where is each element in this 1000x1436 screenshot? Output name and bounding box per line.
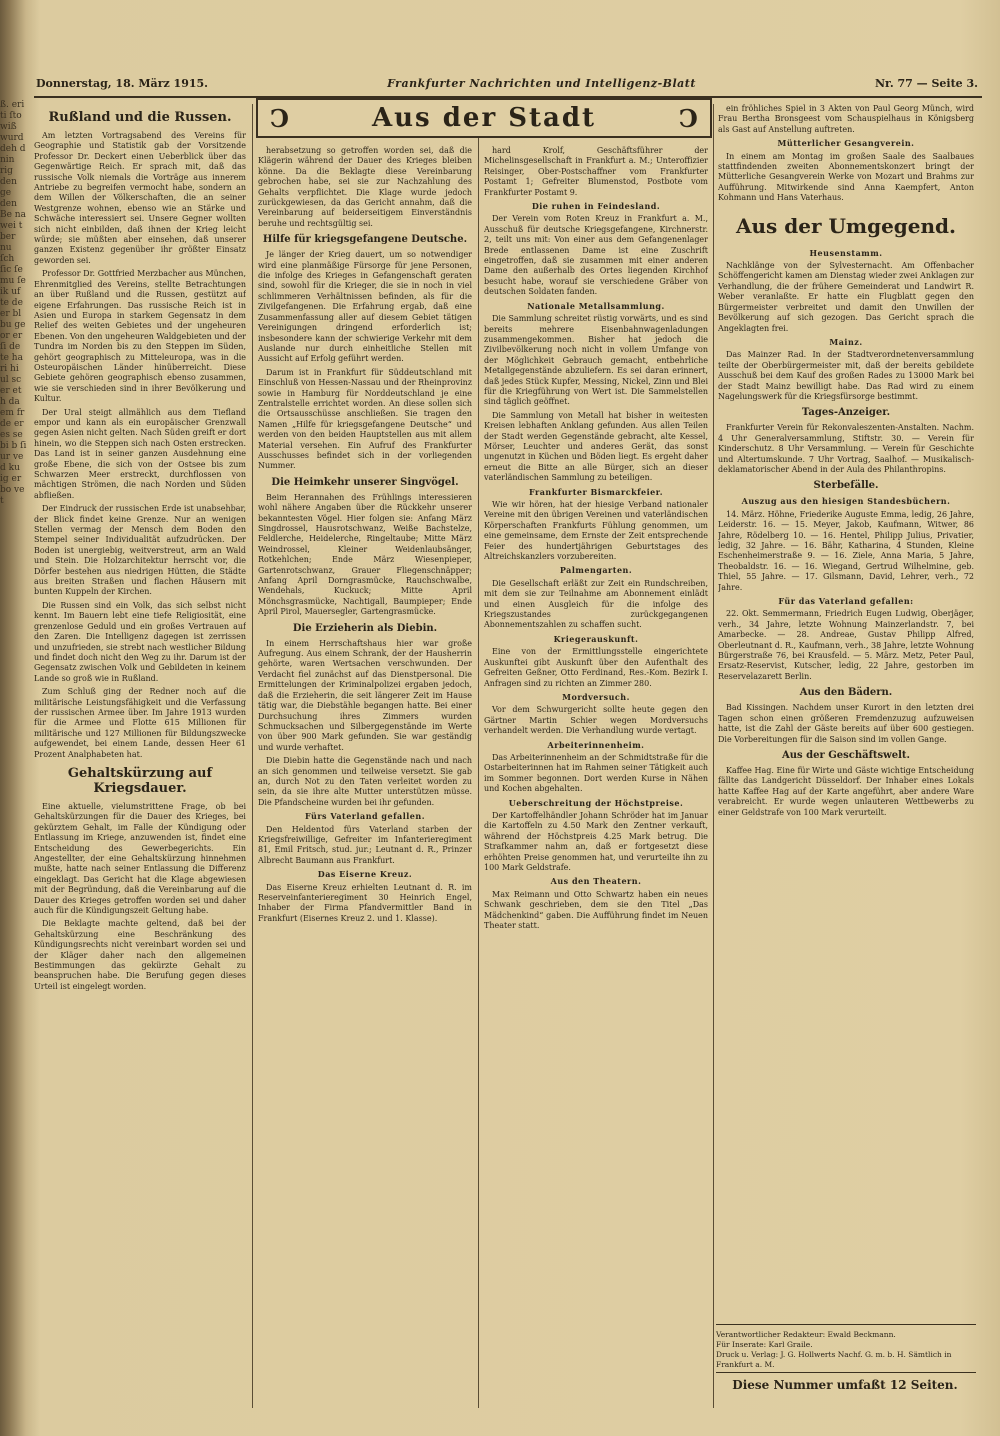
article-subhead: Frankfurter Bismarckfeier. <box>528 486 664 497</box>
article-paragraph: Darum ist in Frankfurt für Süddeutschland mit Einschluß von Hessen-Nassau und der Rheinprovinz sowie in Hamburg für Norddeutschland je eine Zentralstelle errichtet worden. An diese sollen sich die Ortsausschüsse anschließen. Sie tragen den Namen „Hilfe für kriegsgefangene Deutsche“ und werden von den beiden Hauptstellen aus mit allem Material versehen. Ein Aufruf des Frankfurter Ausschusses befindet sich in der vorliegenden Nummer. <box>258 367 472 471</box>
article-paragraph: hard Krolf, Geschäftsführer der Michelinsgesellschaft in Frankfurt a. M.; Unteroffizier Reisinger, Ober-Postschaffner vom Frankfurter Postamt 1; Gefreiter Blumenstod, Postbote vom Frankfurter Postamt 9. <box>484 146 708 197</box>
column-divider <box>713 104 714 1408</box>
imprint-rule <box>716 1324 976 1325</box>
article-paragraph: Die Russen sind ein Volk, das sich selbst nicht kennt. Im Bauern lebt eine tiefe Religiosität, eine grenzenlose Geduld und ein großes Vertrauen auf den Zaren. Die Intelligenz dagegen ist zerrissen und unzufrieden, sie strebt nach westlicher Bildung und findet doch nicht den Weg zu ihr. Darum ist der Gegensatz zwischen Volk und Gebildeten in keinem Lande so groß wie in Rußland. <box>34 600 246 683</box>
column-divider <box>478 104 479 1408</box>
article-paragraph: Wie wir hören, hat der hiesige Verband nationaler Vereine mit den übrigen Vereinen und vaterländischen Körperschaften Frankfurts Fühlung genommen, um eine gemeinsame, dem Ernste der Zeit entsprechende Feier des hundertjährigen Geburtstages des Altreichskanzlers vorzubereiten. <box>484 500 708 562</box>
article-headline: Die Heimkehr unserer Singvögel. <box>271 476 459 488</box>
article-paragraph: Der Ural steigt allmählich aus dem Tiefland empor und kann als ein europäischer Grenzwall gegen Asien nicht gelten. Nach Süden greift er dort hinein, wo die Steppen sich nach Osten erstrecken. Das Land ist in seiner ganzen Ausdehnung eine große Ebene, die sich von der Ostsee bis zum Schwarzen Meer erstreckt, durchflossen von mächtigen Strömen, die nach Norden und Süden abfließen. <box>34 407 246 500</box>
issue-date: Donnerstag, 18. März 1915. <box>36 76 209 90</box>
article-paragraph: In einem Herrschaftshaus hier war große Aufregung. Aus einem Schrank, der der Hausherrin gehörte, waren Wertsachen verschwunden. Der Verdacht fiel zunächst auf das Dienstpersonal. Die Ermittelungen der Kriminalpolizei ergaben jedoch, daß die Erzieherin, die seit längerer Zeit im Hause tätig war, die Diebstähle begangen hatte. Bei einer Durchsuchung ihres Zimmers wurden Schmucksachen und Silbergegenstände im Werte von über 900 Mark gefunden. Sie war geständig und wurde verhaftet. <box>258 638 472 752</box>
article-paragraph: Kaffee Hag. Eine für Wirte und Gäste wichtige Entscheidung fällte das Landgericht Düsseldorf. Der Inhaber eines Lokals hatte Kaffee Hag auf der Karte angeführt, aber andere Ware verabreicht. Er wurde wegen unlauteren Wettbewerbs zu einer Geldstrafe von 100 Mark verurteilt. <box>718 765 974 817</box>
page-count-note: Diese Nummer umfaßt 12 Seiten. <box>732 1378 958 1392</box>
article-paragraph: Das Eiserne Kreuz erhielten Leutnant d. R. im Reserveinfanterieregiment 30 Heinrich Engel, Inhaber der Firma Pfandvermittler Band in Frankfurt (Eisernes Kreuz 2. und 1. Klasse). <box>258 882 472 923</box>
article-subhead: Mütterlicher Gesangverein. <box>777 138 915 149</box>
section-headline: Sterbefälle. <box>813 480 879 492</box>
article-paragraph: Je länger der Krieg dauert, um so notwendiger wird eine planmäßige Fürsorge für jene Personen, die infolge des Krieges in Gefangenschaft geraten sind, sowohl für die Krieger, die sie in noch in viel schlimmeren Verhältnissen befinden, als für die Zivilgefangenen. Die Erfahrung ergab, daß eine Zusammenfassung aller auf diesem Gebiet tätigen Vereinigungen dringend erforderlich ist; insbesondere kann der schwierige Verkehr mit dem Auslande nur durch einheitliche Stellen mit Aussicht auf Erfolg geführt werden. <box>258 250 472 364</box>
article-paragraph: Max Reimann und Otto Schwartz haben ein neues Schwank geschrieben, dem sie den Titel „Das Mädchenkind“ gaben. Die Aufführung findet im Neuen Theater statt. <box>484 889 708 931</box>
article-paragraph: Die Sammlung schreitet rüstig vorwärts, und es sind bereits mehrere Eisenbahnwagenladungen zusammengekommen. Bisher hat jedoch die Zivilbevölkerung noch nicht in vollem Umfange von der Möglichkeit Gebrauch gemacht, entbehrliche Metallgegenstände abzuliefern. Es sei daran erinnert, daß jedes Stück Kupfer, Messing, Nickel, Zinn und Blei für die Kriegführung von Wert ist. Die Sammelstellen sind täglich geöffnet. <box>484 314 708 407</box>
running-head <box>36 72 978 94</box>
article-subhead: Nationale Metallsammlung. <box>527 300 665 311</box>
newspaper-title: Frankfurter Nachrichten und Intelligenz-Blatt <box>387 76 696 90</box>
article-subhead: Kriegerauskunft. <box>553 633 639 644</box>
article-paragraph: Den Heldentod fürs Vaterland starben der Kriegsfreiwillige, Gefreiter im Infanterieregiment 81, Emil Fritsch, stud. jur.; Leutnant d. R., Prinzer Albrecht Baumann aus Frankfurt. <box>258 824 472 865</box>
article-paragraph: Das Mainzer Rad. In der Stadtverordnetenversammlung teilte der Oberbürgermeister mit, daß der bereits gebildete Ausschuß bei dem Kauf des großen Rades zu 13000 Mark bei der Stadt Mainz bewilligt habe. Das Rad wird zu einem Nagelungswerk für die Kriegsfürsorge bestimmt. <box>718 350 974 401</box>
article-subhead: Für das Vaterland gefallen: <box>778 596 914 607</box>
ornament-left-icon: Ↄ <box>270 103 290 133</box>
ornament-right-icon: Ↄ <box>678 103 698 133</box>
article-paragraph: Beim Herannahen des Frühlings interessieren wohl nähere Angaben über die Rückkehr unserer bekanntesten Vögel. Hier folgen sie: Anfang März Singdrossel, Hausrotschwanz, Weiße Bachstelze, Feldlerche, Heidelerche, Ringeltaube; Mitte März Weindrossel, Kleiner Weidenlaubsänger, Rotkehlchen; Ende März Wiesenpieper, Gartenrotschwanz, Grauer Fliegenschnäpper; Anfang April Dorngrasmücke, Rauchschwalbe, Wendehals, Kuckuck; Mitte April Mönchsgrasmücke, Nachtigall, Baumpieper; Ende April Pirol, Mauersegler, Gartengrasmücke. <box>258 492 472 617</box>
article-paragraph: Am letzten Vortragsabend des Vereins für Geographie und Statistik gab der Vorsitzende Professor Dr. Deckert einen Ueberblick über das Gegenwärtige Reich. Er sprach mit, daß das russische Volk niemals die Vorträge aus innerem Antriebe zu begreifen vermocht habe, sondern an dem Willen der Völkerschaften, die an seiner Westgrenze wohnen, ebenso wie an Stärke und Schwäche interessiert sei. Unsere Gegner wollten sich nicht einbilden, daß ihnen der Krieg leicht würde; sie müßten aber einsehen, daß unserer ganzen Existenz gegenüber ihr größter Einsatz geworden sei. <box>34 131 246 265</box>
article-paragraph: Nachklänge von der Sylvesternacht. Am Offenbacher Schöffengericht kamen am Dienstag wieder zwei Anklagen zur Verhandlung, die der frühere Gemeinderat und Landwirt R. Weber veranlaßte. Er hatte ein Flugblatt gegen den Bürgermeister verbreitet und damit den Unwillen der Bevölkerung auf sich gezogen. Das Gericht sprach die Angeklagten frei. <box>718 261 974 333</box>
section-headline: Aus den Bädern. <box>799 687 893 699</box>
article-paragraph: Eine von der Ermittlungsstelle eingerichtete Auskunftei gibt Auskunft über den Aufenthalt des Gefreiten Geßner, Otto Ferdinand, Res.-Kom. Bezirk I. Anfragen sind zu richten an Zimmer 280. <box>484 647 708 688</box>
article-paragraph: Der Eindruck der russischen Erde ist unabsehbar, der Blick findet keine Grenze. Nur an wenigen Stellen vermag der Mensch dem Boden den Stempel seiner Individualität aufzudrücken. Der Boden ist unergiebig, weitverstreut, arm an Wald und Stein. Die Holzarchitektur herrscht vor, die Dörfer bestehen aus niedrigen Hütten, die Städte aus breiten Straßen und flachen Häusern mit bunten Kuppeln der Kirchen. <box>34 504 246 597</box>
article-paragraph: Bad Kissingen. Nachdem unser Kurort in den letzten drei Tagen schon einen größeren Fremdenzuzug aufzuweisen hatte, ist die Zahl der Gäste bereits auf über 600 gestiegen. Die Vorbereitungen für die Saison sind im vollen Gange. <box>718 703 974 744</box>
article-paragraph: Der Verein vom Roten Kreuz in Frankfurt a. M., Ausschuß für deutsche Kriegsgefangene, Kirchnerstr. 2, teilt uns mit: Von einer aus dem Gefangenenlager Brede entlassenen Dame ist eine Zuschrift eingetroffen, daß sie zusammen mit einer anderen Dame den außerhalb des Ortes liegenden Kirchhof besucht habe, worauf sie verschiedene Gräber von deutschen Soldaten fanden. <box>484 214 708 297</box>
section-headline: Aus der Geschäftswelt. <box>781 749 911 761</box>
article-subhead: Arbeiterinnenheim. <box>547 739 645 750</box>
article-subhead: Das Eiserne Kreuz. <box>317 869 413 880</box>
article-subhead: Fürs Vaterland gefallen. <box>304 811 425 822</box>
article-paragraph: Die Beklagte machte geltend, daß bei der Gehaltskürzung eine Beschränkung des Kündigungsrechts nicht vereinbart worden sei und der Kläger daher nach den allgemeinen Bestimmungen das gekürzte Gehalt zu beanspruchen habe. Die Berufung gegen dieses Urteil ist eingelegt worden. <box>34 919 246 991</box>
imprint-editor: Verantwortlicher Redakteur: Ewald Beckmann. <box>716 1330 896 1339</box>
column-2 <box>258 146 472 1408</box>
article-paragraph: Die Diebin hatte die Gegenstände nach und nach an sich genommen und teilweise versetzt. Sie gab an, durch Not zu den Taten verleitet worden zu sein, da sie ihre alte Mutter unterstützen müsse. Die Pfandscheine wurden bei ihr gefunden. <box>258 756 472 807</box>
imprint-publisher: Druck u. Verlag: J. G. Hollwerts Nachf. G. m. b. H. Sämtlich in Frankfurt a. M. <box>716 1350 952 1369</box>
article-headline: Rußland und die Russen. <box>48 110 232 125</box>
article-subhead: Auszug aus den hiesigen Standesbüchern. <box>741 496 951 507</box>
article-paragraph: herabsetzung so getroffen worden sei, daß die Klägerin während der Dauer des Krieges bleiben könne. Da die Beklagte diese Vereinbarung gebrochen habe, sei sie zur Nachzahlung des Gehalts verpflichtet. Die Klage wurde jedoch zurückgewiesen, da das Gericht annahm, daß die Vereinbarung auf beiderseitigem Einverständnis beruhe und rechtsgültig sei. <box>258 146 472 228</box>
column-1 <box>34 104 246 1408</box>
article-paragraph: Die Gesellschaft erläßt zur Zeit ein Rundschreiben, mit dem sie zur Teilnahme am Abonnement einlädt und einen Ausgleich für die infolge des Kriegszustandes zurückgegangenen Abonnementszahlen zu schaffen sucht. <box>484 578 708 630</box>
article-paragraph: Die Sammlung von Metall hat bisher in weitesten Kreisen lebhaften Anklang gefunden. Aus allen Teilen der Stadt werden Gegenstände gebracht, alte Kessel, Mörser, Leuchter und anderes Gerät, das sonst ungenutzt in Küchen und Böden liegt. Es ergeht daher erneut die Bitte an alle Bürger, sich an dieser vaterländischen Sammlung zu beteiligen. <box>484 410 708 483</box>
section-headline: Aus der Umgegend. <box>736 213 956 238</box>
article-paragraph: Frankfurter Verein für Rekonvaleszenten-Anstalten. Nachm. 4 Uhr Generalversammlung, Stiftstr. 30. — Verein für Kinderschutz. 8 Uhr Versammlung. — Verein für Geschichte und Altertumskunde. 7 Uhr Vortrag, Saalhof. — Musikalisch-deklamatorischer Abend in der Aula des Philanthropins. <box>718 423 974 474</box>
section-title: Aus der Stadt <box>371 103 597 133</box>
article-paragraph: Der Kartoffelhändler Johann Schröder hat im Januar die Kartoffeln zu 4.50 Mark den Zentner verkauft, während der Höchstpreis 4.25 Mark betrug. Die Strafkammer nahm an, daß er fortgesetzt diese erhöhten Preise genommen hat, und verurteilte ihn zu 100 Mark Geldstrafe. <box>484 810 708 872</box>
column-4 <box>718 104 974 1316</box>
article-paragraph: Eine aktuelle, vielumstrittene Frage, ob bei Gehaltskürzungen für die Dauer des Krieges, bei gekürztem Gehalt, im Falle der Kündigung oder Entlassung im Kriege, anzuwenden ist, findet eine Entscheidung des Gewerbegerichts. Ein Angestellter, der eine Gehaltskürzung hinnehmen mußte, hatte nach seiner Entlassung die Differenz eingeklagt. Das Gericht hat die Klage abgewiesen mit der Begründung, daß die Vereinbarung auf die Dauer des Krieges getroffen worden sei und daher auch für die Kündigungszeit Geltung habe. <box>34 801 246 916</box>
article-paragraph: Vor dem Schwurgericht sollte heute gegen den Gärtner Martin Schier wegen Mordversuchs verhandelt werden. Die Verhandlung wurde vertagt. <box>484 705 708 736</box>
article-paragraph: Professor Dr. Gottfried Merzbacher aus München, Ehrenmitglied des Vereins, stellte Betrachtungen an über Rußland und die Russen, gestützt auf eigene Erfahrungen. Das russische Reich ist in Asien und Europa in starkem Gegensatz in dem Relief des weiten Gebietes und der ungeheuren Ebenen. Von den ungeheuren Waldgebieten und der Tundra im Norden bis zu den Steppen im Süden, gehört geographisch zu Mitteleuropa, was in die Osteuropäischen Länder hinüberreicht. Diese Gebiete gehören geographisch ebenso zusammen, wie sie verschieden sind in ihrer Bevölkerung und Kultur. <box>34 269 246 404</box>
article-paragraph: 14. März. Höhne, Friederike Auguste Emma, ledig, 26 Jahre, Leiderstr. 16. — 15. Meyer, Jakob, Kaufmann, Witwer, 86 Jahre, Rödelberg 10. — 16. Hentel, Philipp Julius, Privatier, ledig, 32 Jahre. — 16. Bähr, Katharina, 4 Stunden, Kleine Eschenheimerstraße 9. — 16. Ziele, Anna Maria, 5 Jahre, Theobaldstr. 16. — 16. Wiegand, Gertrud Wilhelmine, geb. Thiel, 55 Jahre. — 17. Gilsmann, David, Lehrer, verh., 72 Jahre. <box>718 509 974 592</box>
article-headline: Gehaltskürzung auf Kriegsdauer. <box>67 765 213 796</box>
article-subhead: Aus den Theatern. <box>550 876 642 887</box>
article-paragraph: ein fröhliches Spiel in 3 Akten von Paul Georg Münch, wird Frau Bertha Bronsgeest vom Schauspielhaus in Königsberg als Gast auf Anstellung auftreten. <box>718 104 974 134</box>
article-headline: Hilfe für kriegsgefangene Deutsche. <box>262 234 468 246</box>
article-subhead: Ueberschreitung der Höchstpreise. <box>508 797 684 808</box>
article-paragraph: In einem am Montag im großen Saale des Saalbaues stattfindenden zweiten Abonnementskonzert bringt der Mütterliche Gesangverein Werke von Mozart und Brahms zur Aufführung. Mitwirkende sind Anna Kaempfert, Anton Kohmann und Hans Vaterhaus. <box>718 151 974 203</box>
column-3 <box>484 146 708 1408</box>
article-subhead: Die ruhen in Feindesland. <box>531 201 661 212</box>
article-subhead: Heusenstamm. <box>809 247 883 258</box>
section-headline: Tages-Anzeiger. <box>801 407 891 419</box>
article-paragraph: Zum Schluß ging der Redner noch auf die militärische Leistungsfähigkeit und die Verfassung der russischen Armee über. Im Jahre 1913 wurden für die Armee und Flotte 615 Millionen für militärische und 127 Millionen für Bildungszwecke aufgewendet, bei einem Lande, dessen Heer 61 Prozent Analphabeten hat. <box>34 687 246 759</box>
article-headline: Die Erzieherin als Diebin. <box>292 622 438 634</box>
adjacent-page-edge: ß. eri ti ſto wiß wurd deh d nin rig den ge den Be na wei t ber nu ſch ſic ſe mu ſe ik uf te de er bl bu ge or er ſi de te ha ri hi ul sc er et h da em fr de er es se bi b ſi ur ve d ku ig er bo ve t <box>0 100 27 506</box>
article-subhead: Mordversuch. <box>562 691 630 702</box>
section-banner <box>256 98 712 138</box>
imprint <box>716 1330 974 1370</box>
article-paragraph: 22. Okt. Semmermann, Friedrich Eugen Ludwig, Oberjäger, verh., 34 Jahre, letzte Wohnung Mainzerlandstr. 7, bei Amarbecke. — 28. Andreae, Gustav Philipp Alfred, Oberleutnant d. R., Kaufmann, verh., 38 Jahre, letzte Wohnung Bürgerstraße 76, bei Krausfeld. — 5. März. Metz, Peter Paul, Ersatz-Reservist, Kutscher, ledig, 22 Jahre, gestorben im Reservelazarett Berlin. <box>718 609 974 681</box>
article-paragraph: Das Arbeiterinnenheim an der Schmidtstraße für die Ostarbeiterinnen hat im Rahmen seiner Tätigkeit auch im Sommer begonnen. Dort werden Kurse in Nähen und Kochen abgehalten. <box>484 752 708 794</box>
imprint-ads: Für Inserate: Karl Graile. <box>716 1340 813 1349</box>
column-divider <box>252 104 253 1408</box>
footer-rule <box>716 1372 976 1373</box>
article-subhead: Mainz. <box>829 336 863 347</box>
article-subhead: Palmengarten. <box>559 565 633 576</box>
page-number: Nr. 77 — Seite 3. <box>875 76 978 90</box>
